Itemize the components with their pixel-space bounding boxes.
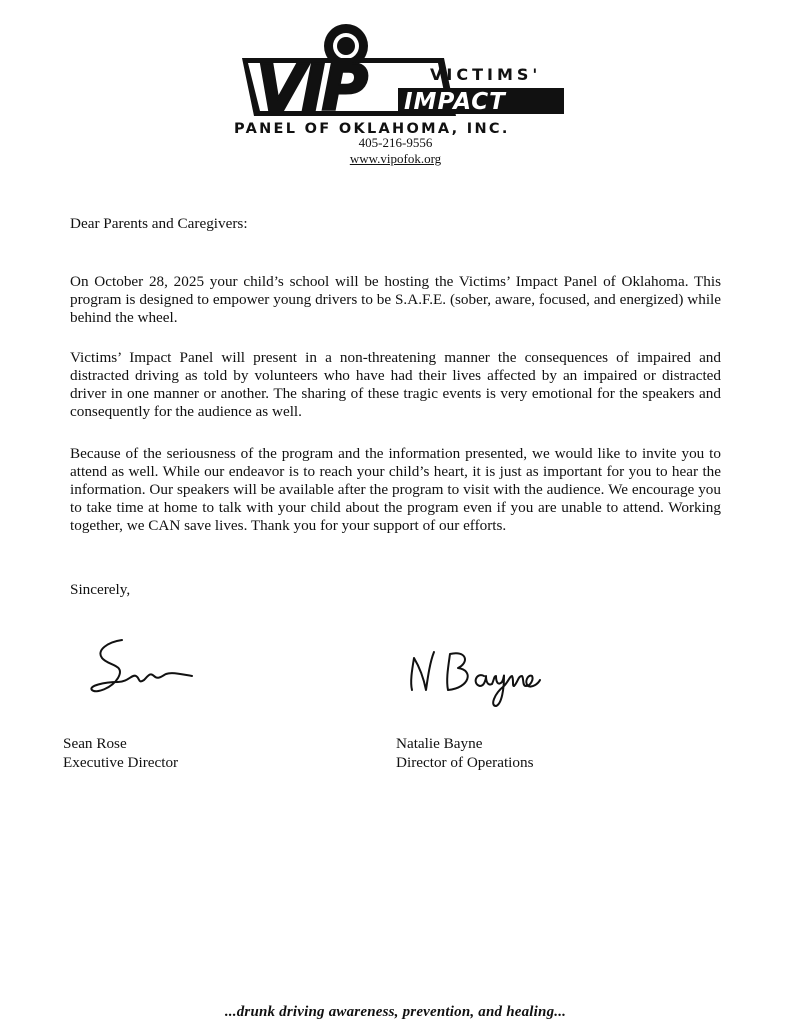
- logo-victims-word: VICTIMS': [430, 65, 542, 84]
- logo-impact-word: IMPACT: [404, 89, 506, 115]
- paragraph-program: Victims’ Impact Panel will present in a non-threatening manner the consequences of impaired and distracted driving as told by volunteers who have had their lives affected by an impaired or distracted driver in one manner or another. The sharing of these tragic events is very emotional for the speakers and consequently for the audience as well.: [70, 349, 721, 420]
- salutation: Dear Parents and Caregivers:: [70, 215, 248, 232]
- signer-title-executive-director: Executive Director: [63, 754, 179, 771]
- phone-number: 405-216-9556: [358, 135, 433, 150]
- paragraph-invitation: Because of the seriousness of the program and the information presented, we would like to invite you to attend as well. While our endeavor is to reach your child’s heart, it is just as important for you to hear the information. Our speakers will be available after the program to visit with the audience. We encourage you to take time at home to talk with your child about the program even if you are unable to attend. Working together, we CAN save lives. Thank you for your support of our efforts.: [70, 445, 721, 534]
- closing: Sincerely,: [70, 581, 131, 598]
- logo-org-name: PANEL OF OKLAHOMA, INC.: [234, 121, 510, 136]
- signer-title-director-of-operations: Director of Operations: [396, 754, 534, 771]
- website-link[interactable]: www.vipofok.org: [349, 151, 442, 166]
- paragraph-intro: On October 28, 2025 your child’s school will be hosting the Victims’ Impact Panel of Oklahoma. This program is designed to empower young drivers to be S.A.F.E. (sober, aware, focused, and energized) while behind the wheel.: [70, 273, 721, 326]
- signer-name-natalie-bayne: Natalie Bayne: [396, 735, 483, 752]
- signature-natalie-bayne: [404, 640, 544, 712]
- signer-name-sean-rose: Sean Rose: [63, 735, 127, 752]
- signature-sean-rose: [88, 632, 198, 702]
- logo-vip-letters: VIP: [256, 52, 365, 126]
- footer-tagline: ...drunk driving awareness, prevention, and healing...: [224, 1004, 567, 1020]
- vip-logo: [234, 16, 574, 136]
